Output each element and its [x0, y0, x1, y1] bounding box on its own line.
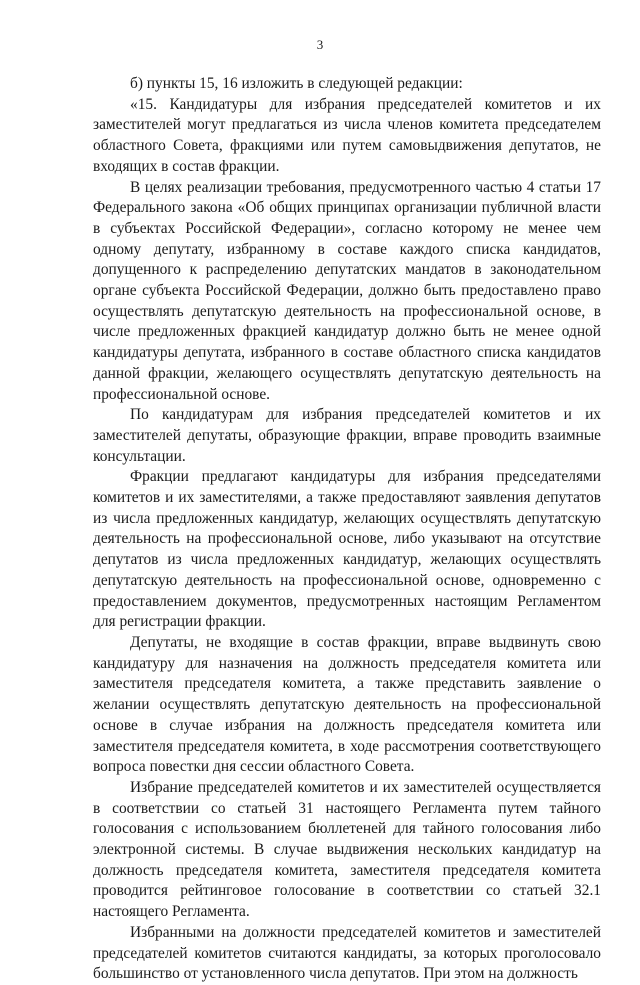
- paragraph-consultations: По кандидатурам для избрания председателей комитетов и их заместителей депутаты, образующие фракции, вправе проводить взаимные консультации.: [93, 406, 601, 465]
- page-number: 3: [316, 37, 324, 52]
- paragraph-elected-candidates: Избранными на должности председателей комитетов и заместителей председателей комитетов считаются кандидаты, за которых проголосовало большинство от установленного числа депутатов. При этом на должность: [93, 923, 601, 983]
- document-body: [93, 74, 601, 985]
- paragraph-fraction-proposals: Фракции предлагают кандидатуры для избрания председателями комитетов и их заместителями, а также предоставляют заявления депутатов из числа предложенных кандидатур, желающих осуществлять депутатскую деятельность на профессиональной основе, либо указывают на отсутствие депутатов из числа предложенных кандидатур, желающих осуществлять депутатскую деятельность на профессиональной основе, одновременно с предоставлением документов, предусмотренных настоящим Регламентом для регистрации фракции.: [93, 468, 601, 631]
- paragraph-election-procedure: Избрание председателей комитетов и их заместителей осуществляется в соответствии со статьей 31 настоящего Регламента путем тайного голосования с использованием бюллетеней для тайного голосования либо электронной системы. В случае выдвижения нескольких кандидатур на должность председателя комитета, заместителя председателя комитета проводится рейтинговое голосование в соответствии со статьей 32.1 настоящего Регламента.: [93, 778, 601, 921]
- paragraph-item-15: «15. Кандидатуры для избрания председателей комитетов и их заместителей могут предлагаться из числа членов комитета председателем областного Совета, фракциями или путем самовыдвижения депутатов, не входящих в состав фракции.: [93, 95, 601, 175]
- paragraph-federal-law-requirement: В целях реализации требования, предусмотренного частью 4 статьи 17 Федерального закона «Об общих принципах организации публичной власти в субъектах Российской Федерации», согласно которому не менее чем одному депутату, избранному в составе каждого списка кандидатов, допущенного к распределению депутатских мандатов в законодательном органе субъекта Российской Федерации, должно быть предоставлено право осуществлять депутатскую деятельность на профессиональной основе, в числе предложенных фракцией кандидатур должно быть не менее одной кандидатуры депутата, избранного в составе областного списка кандидатов данной фракции, желающего осуществлять депутатскую деятельность на профессиональной основе.: [93, 178, 601, 403]
- paragraph-amendment-intro: б) пункты 15, 16 изложить в следующей редакции:: [130, 75, 463, 92]
- paragraph-independent-deputies: Депутаты, не входящие в состав фракции, вправе выдвинуть свою кандидатуру для назначения на должность председателя комитета или заместителя председателя комитета, а также представить заявление о желании осуществлять депутатскую деятельность на профессиональной основе в случае избрания на должность председателя комитета или заместителя председателя комитета, в ходе рассмотрения соответствующего вопроса повестки дня сессии областного Совета.: [93, 633, 601, 776]
